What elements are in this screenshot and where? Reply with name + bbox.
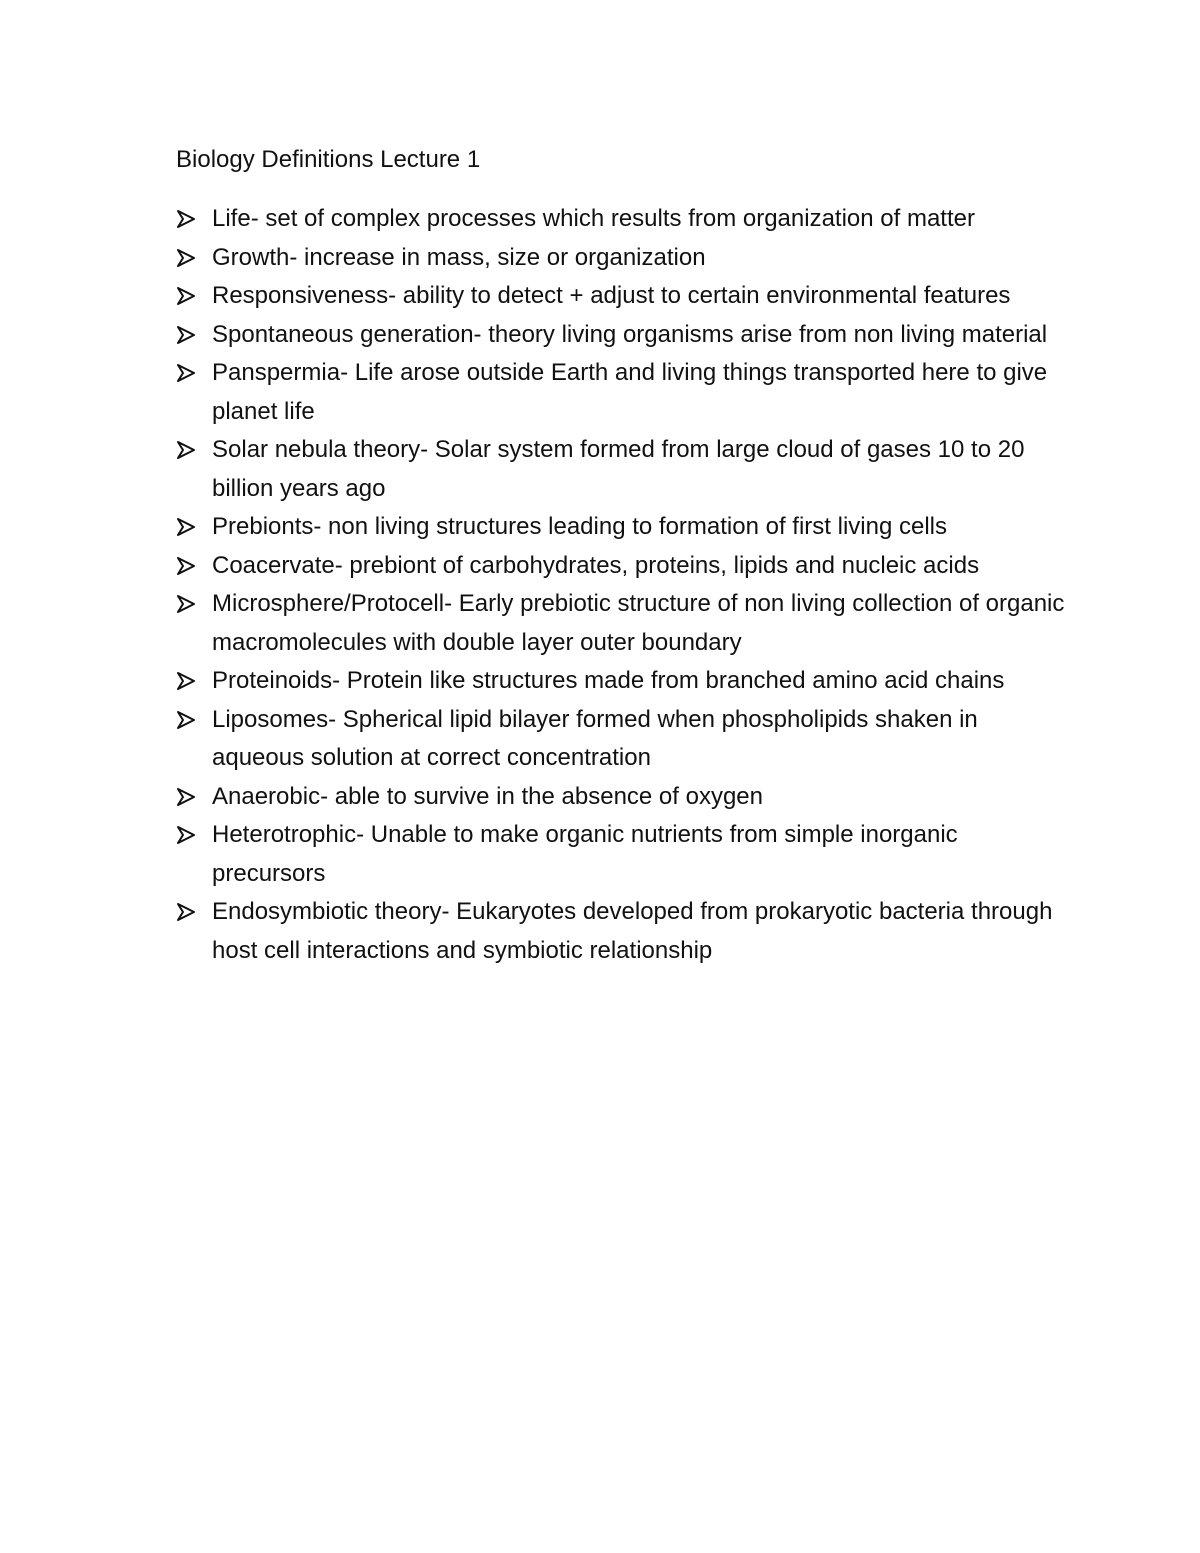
definition-item: [176, 701, 1066, 778]
definition-list: [176, 200, 1066, 970]
arrowhead-bullet-icon: [176, 316, 200, 355]
definition-item: [176, 239, 1066, 278]
definition-text: Solar nebula theory- Solar system formed from large cloud of gases 10 to 20 billion years ago: [212, 436, 1025, 502]
definition-text: Endosymbiotic theory- Eukaryotes developed from prokaryotic bacteria through host cell interactions and symbiotic relationship: [212, 898, 1053, 964]
definition-text: Responsiveness- ability to detect + adjust to certain environmental features: [212, 282, 1011, 309]
definition-item: [176, 662, 1066, 701]
arrowhead-bullet-icon: [176, 701, 200, 740]
definition-text: Growth- increase in mass, size or organization: [212, 243, 706, 271]
arrowhead-bullet-icon: [176, 200, 200, 239]
arrowhead-bullet-icon: [176, 585, 200, 624]
arrowhead-bullet-icon: [176, 778, 200, 817]
document-title: Biology Definitions Lecture 1: [176, 146, 481, 173]
arrowhead-bullet-icon: [176, 547, 200, 586]
definition-item: [176, 200, 1066, 239]
definition-text: Anaerobic- able to survive in the absence of oxygen: [212, 782, 764, 810]
arrowhead-bullet-icon: [176, 239, 200, 278]
definition-item: [176, 778, 1066, 817]
definition-text: Proteinoids- Protein like structures made from branched amino acid chains: [212, 667, 1005, 694]
definition-text: Heterotrophic- Unable to make organic nutrients from simple inorganic precursors: [212, 821, 958, 887]
arrowhead-bullet-icon: [176, 431, 200, 470]
definition-item: [176, 316, 1066, 355]
arrowhead-bullet-icon: [176, 354, 200, 393]
arrowhead-bullet-icon: [176, 277, 200, 316]
definition-item: [176, 508, 1066, 547]
definition-text: Liposomes- Spherical lipid bilayer formed when phospholipids shaken in aqueous solution at correct concentration: [212, 705, 978, 771]
arrowhead-bullet-icon: [176, 893, 200, 932]
definition-item: [176, 816, 1066, 893]
definition-text: Prebionts- non living structures leading to formation of first living cells: [212, 513, 947, 540]
arrowhead-bullet-icon: [176, 816, 200, 855]
arrowhead-bullet-icon: [176, 662, 200, 701]
definition-item: [176, 431, 1066, 508]
definition-item: [176, 277, 1066, 316]
definition-text: Panspermia- Life arose outside Earth and living things transported here to give planet life: [212, 359, 1048, 425]
definition-text: Spontaneous generation- theory living organisms arise from non living material: [212, 320, 1048, 348]
definition-text: Microsphere/Protocell- Early prebiotic structure of non living collection of organic macromolecules with double layer outer boundary: [212, 590, 1065, 656]
arrowhead-bullet-icon: [176, 508, 200, 547]
definition-item: [176, 893, 1066, 970]
definition-text: Coacervate- prebiont of carbohydrates, proteins, lipids and nucleic acids: [212, 551, 980, 579]
definition-text: Life- set of complex processes which results from organization of matter: [212, 205, 975, 232]
definition-item: [176, 547, 1066, 586]
definition-item: [176, 585, 1066, 662]
definition-item: [176, 354, 1066, 431]
